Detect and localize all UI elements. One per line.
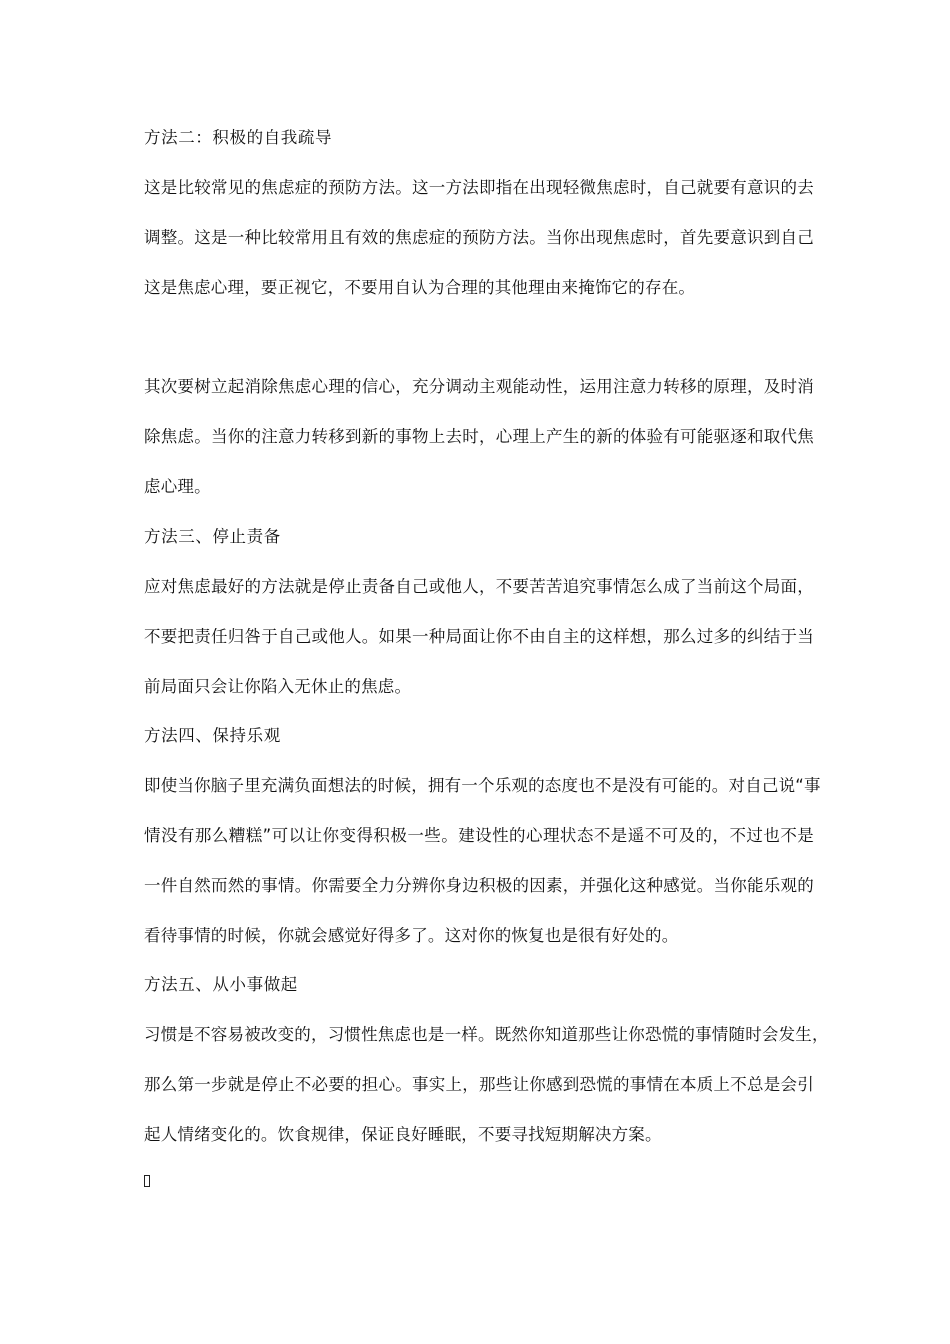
paragraph-line: 起人情绪变化的。饮食规律，保证良好睡眠，不要寻找短期解决方案。 (144, 1125, 662, 1144)
paragraph-line: 那么第一步就是停止不必要的担心。事实上，那些让你感到恐慌的事情在本质上不总是会引 (144, 1075, 814, 1094)
paragraph-line: 看待事情的时候，你就会感觉好得多了。这对你的恢复也是很有好处的。 (144, 926, 679, 945)
paragraph-line: 应对焦虑最好的方法就是停止责备自己或他人，不要苦苦追究事情怎么成了当前这个局面， (144, 577, 814, 596)
paragraph-line: 情没有那么糟糕”可以让你变得积极一些。建设性的心理状态不是遥不可及的，不过也不是 (144, 826, 814, 845)
paragraph-line: 一件自然而然的事情。你需要全力分辨你身边积极的因素，并强化这种感觉。当你能乐观的 (144, 876, 814, 895)
heading-method-2: 方法二：积极的自我疏导 (144, 128, 333, 147)
paragraph-line: 这是比较常见的焦虑症的预防方法。这一方法即指在出现轻微焦虑时，自己就要有意识的去 (144, 178, 814, 197)
paragraph-line: 其次要树立起消除焦虑心理的信心，充分调动主观能动性，运用注意力转移的原理，及时消 (144, 377, 814, 396)
paragraph-line: 调整。这是一种比较常用且有效的焦虑症的预防方法。当你出现焦虑时，首先要意识到自己 (144, 228, 814, 247)
paragraph-line: 除焦虑。当你的注意力转移到新的事物上去时，心理上产生的新的体验有可能驱逐和取代焦 (144, 427, 814, 446)
heading-method-4: 方法四、保持乐观 (144, 726, 281, 745)
paragraph-line: 这是焦虑心理，要正视它，不要用自认为合理的其他理由来掩饰它的存在。 (144, 278, 696, 297)
paragraph-line: 即使当你脑子里充满负面想法的时候，拥有一个乐观的态度也不是没有可能的。对自己说“事 (144, 776, 821, 795)
missing-glyph-icon (144, 1175, 150, 1187)
paragraph-line: 虑心理。 (144, 477, 211, 496)
paragraph-line: 习惯是不容易被改变的，习惯性焦虑也是一样。既然你知道那些让你恐慌的事情随时会发生， (144, 1025, 829, 1044)
paragraph-line: 不要把责任归咎于自己或他人。如果一种局面让你不由自主的这样想，那么过多的纠结于当 (144, 627, 814, 646)
heading-method-5: 方法五、从小事做起 (144, 975, 298, 994)
heading-method-3: 方法三、停止责备 (144, 527, 281, 546)
paragraph-line: 前局面只会让你陷入无休止的焦虑。 (144, 677, 412, 696)
